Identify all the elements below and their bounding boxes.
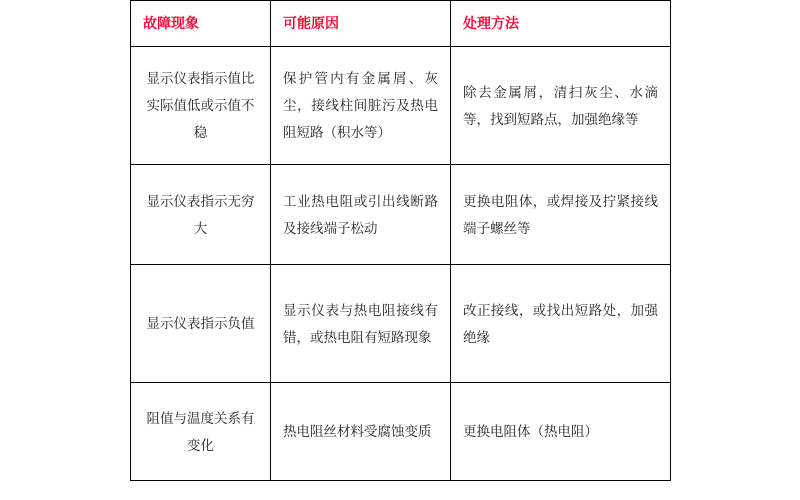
cell-symptom: 显示仪表指示负值 bbox=[131, 265, 271, 383]
column-header-symptom: 故障现象 bbox=[131, 1, 271, 47]
fault-diagnosis-table bbox=[130, 0, 671, 481]
column-header-remedy: 处理方法 bbox=[451, 1, 671, 47]
cell-remedy: 更换电阻体，或焊接及拧紧接线端子螺丝等 bbox=[451, 165, 671, 265]
cell-remedy: 除去金属屑，清扫灰尘、水滴等，找到短路点，加强绝缘等 bbox=[451, 47, 671, 165]
column-header-cause: 可能原因 bbox=[271, 1, 451, 47]
table-row bbox=[131, 383, 671, 481]
cell-remedy: 更换电阻体（热电阻） bbox=[451, 383, 671, 481]
table-row bbox=[131, 47, 671, 165]
cell-cause: 热电阻丝材料受腐蚀变质 bbox=[271, 383, 451, 481]
table-row bbox=[131, 265, 671, 383]
cell-symptom: 阻值与温度关系有变化 bbox=[131, 383, 271, 481]
cell-cause: 工业热电阻或引出线断路及接线端子松动 bbox=[271, 165, 451, 265]
cell-remedy: 改正接线，或找出短路处，加强绝缘 bbox=[451, 265, 671, 383]
cell-cause: 保护管内有金属屑、灰尘，接线柱间脏污及热电阻短路（积水等） bbox=[271, 47, 451, 165]
table-header-row bbox=[131, 1, 671, 47]
table-row bbox=[131, 165, 671, 265]
cell-cause: 显示仪表与热电阻接线有错，或热电阻有短路现象 bbox=[271, 265, 451, 383]
cell-symptom: 显示仪表指示值比实际值低或示值不稳 bbox=[131, 47, 271, 165]
cell-symptom: 显示仪表指示无穷大 bbox=[131, 165, 271, 265]
